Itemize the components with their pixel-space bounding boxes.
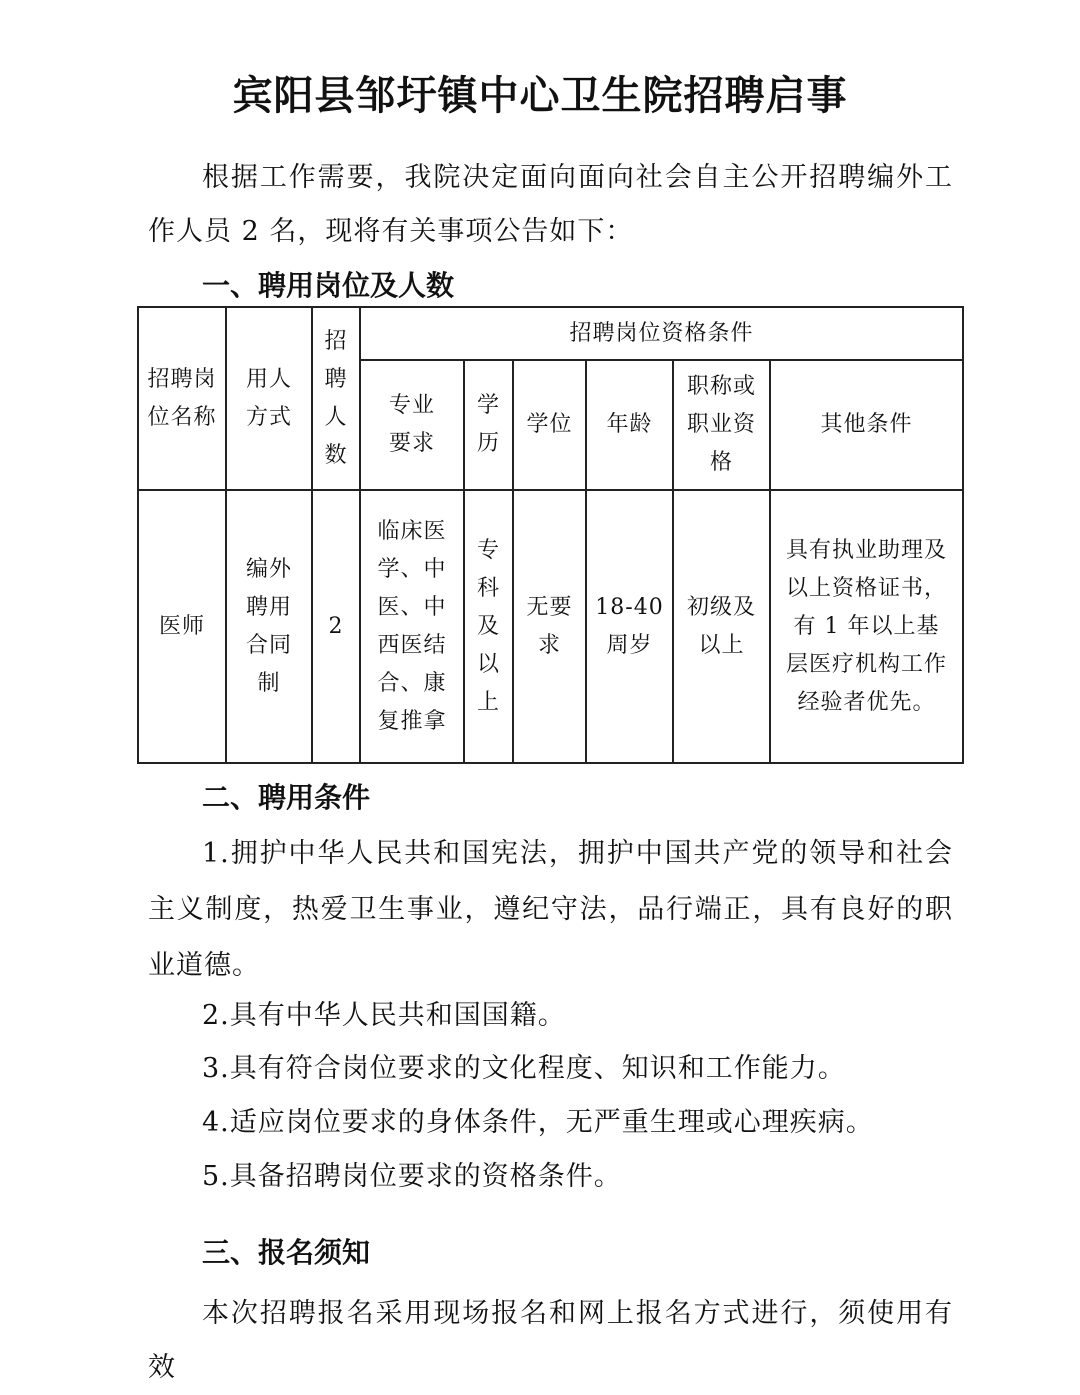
header-degree: 学位 [513, 360, 586, 490]
positions-table [137, 306, 964, 764]
condition-item-1: 1.拥护中华人民共和国宪法，拥护中国共产党的领导和社会主义制度，热爱卫生事业，遵纪守法，品行端正，具有良好的职业道德。 [148, 838, 953, 981]
condition-item-5: 5.具备招聘岗位要求的资格条件。 [202, 1161, 622, 1192]
cell-degree: 无要求 [513, 490, 586, 763]
header-title: 职称或职业资格 [673, 360, 770, 490]
condition-item-4: 4.适应岗位要求的身体条件，无严重生理或心理疾病。 [202, 1107, 874, 1138]
cell-education: 专科及以上 [464, 490, 513, 763]
header-major: 专业要求 [360, 360, 464, 490]
header-age: 年龄 [586, 360, 673, 490]
section-3-text: 本次招聘报名采用现场报名和网上报名方式进行，须使用有效 [148, 1298, 953, 1383]
cell-other: 具有执业助理及以上资格证书，有 1 年以上基层医疗机构工作经验者优先。 [770, 490, 963, 763]
section-3-heading: 三、报名须知 [202, 1236, 371, 1269]
intro-paragraph: 根据工作需要，我院决定面向面向社会自主公开招聘编外工作人员 2 名，现将有关事项公告如下： [148, 162, 953, 247]
cell-position: 医师 [138, 490, 226, 763]
header-count: 招聘人数 [312, 307, 360, 490]
section-2-heading: 二、聘用条件 [202, 781, 371, 814]
header-education: 学历 [464, 360, 513, 490]
cell-major: 临床医学、中医、中西医结合、康复推拿 [360, 490, 464, 763]
section-1-heading: 一、聘用岗位及人数 [202, 269, 455, 302]
condition-item-3: 3.具有符合岗位要求的文化程度、知识和工作能力。 [202, 1053, 846, 1084]
cell-method: 编外聘用合同制 [226, 490, 312, 763]
header-position: 招聘岗位名称 [138, 307, 226, 490]
page-title: 宾阳县邹圩镇中心卫生院招聘启事 [232, 73, 848, 119]
cell-age: 18-40周岁 [586, 490, 673, 763]
header-other: 其他条件 [770, 360, 963, 490]
header-method: 用人方式 [226, 307, 312, 490]
condition-item-2: 2.具有中华人民共和国国籍。 [202, 1000, 566, 1031]
header-qualification-group: 招聘岗位资格条件 [360, 307, 963, 360]
cell-title: 初级及以上 [673, 490, 770, 763]
table-row [138, 490, 963, 763]
cell-count: 2 [312, 490, 360, 763]
